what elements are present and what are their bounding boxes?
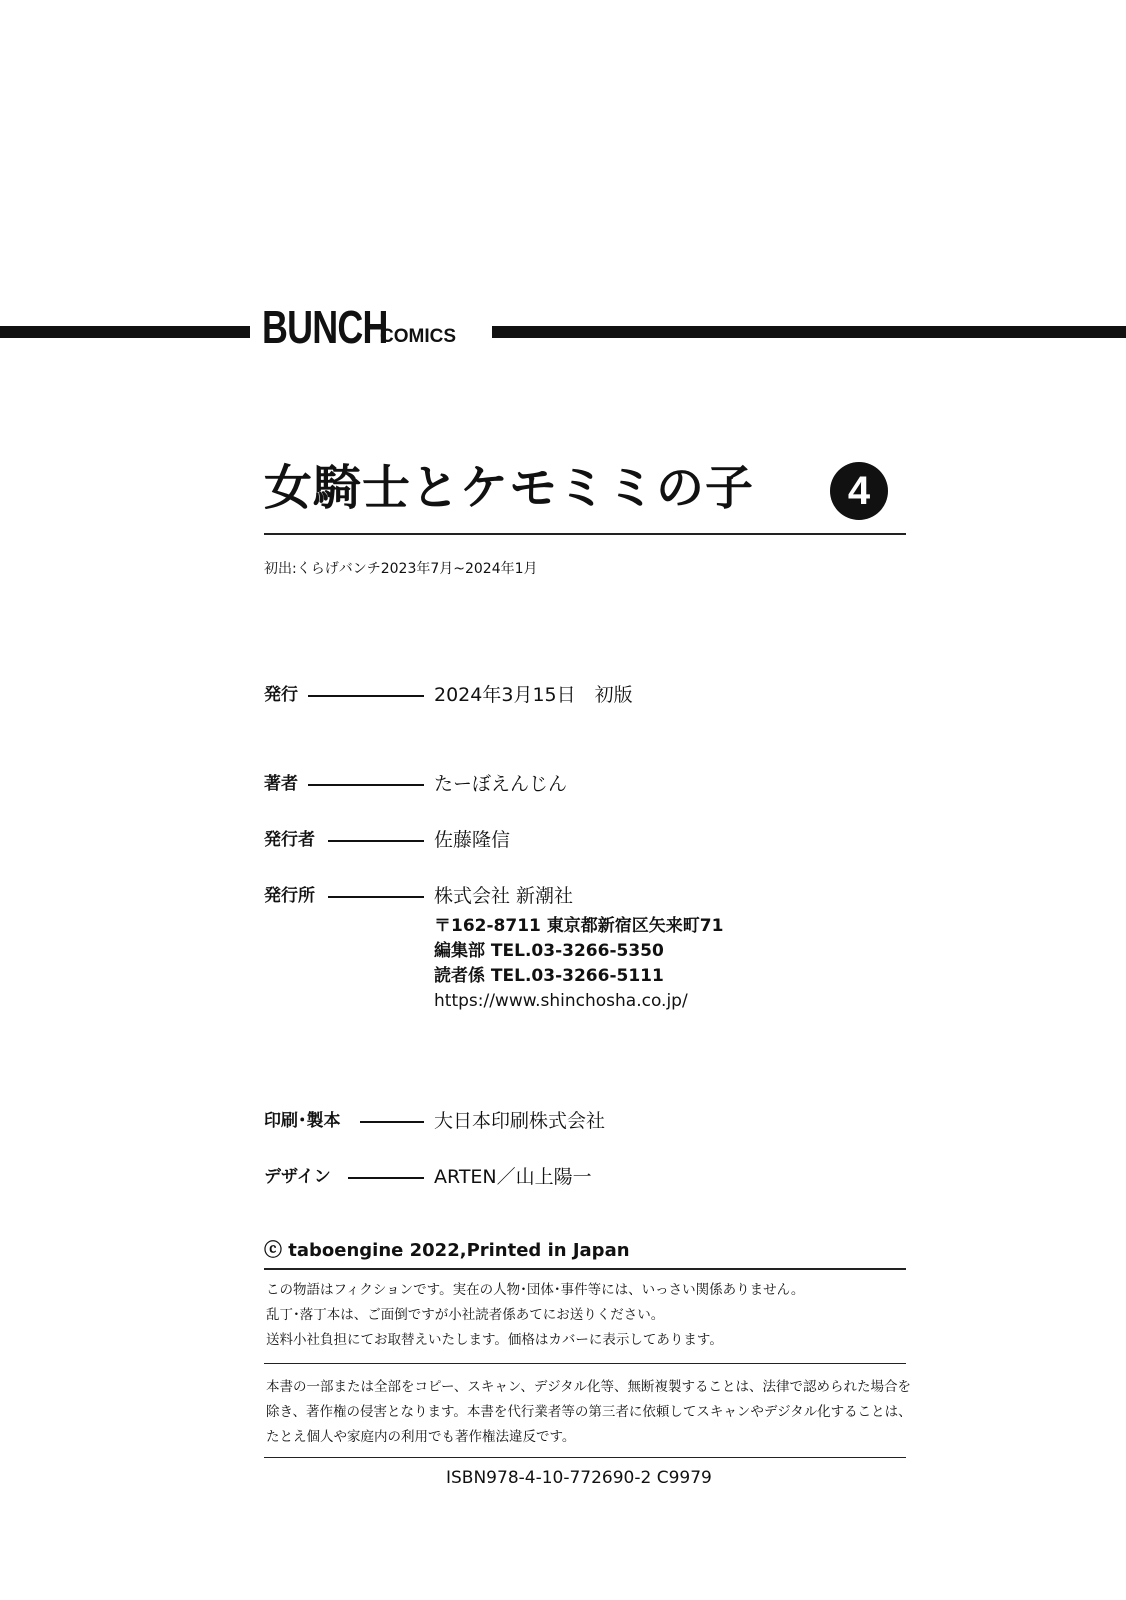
- credit-leader-line: [308, 784, 424, 786]
- credit-row-publisher-company: [264, 881, 914, 911]
- notice-line: この物語はフィクションです。実在の人物･団体･事件等には、いっさい関係ありません。: [266, 1282, 805, 1298]
- credit-leader-line: [308, 695, 424, 697]
- notice-line: 乱丁･落丁本は、ご面倒ですが小社読者係あてにお送りください。: [266, 1307, 665, 1323]
- credit-label: 発行者: [264, 830, 315, 850]
- notice-line: たとえ個人や家庭内の利用でも著作権法違反です。: [266, 1429, 576, 1445]
- postal-address: 〒162-8711 東京都新宿区矢来町71: [434, 916, 724, 936]
- isbn-code: ISBN978-4-10-772690-2 C9979: [446, 1468, 712, 1488]
- credit-label: デザイン: [264, 1167, 331, 1187]
- credit-label: 著者: [264, 774, 298, 794]
- credit-row-publisher-person: [264, 825, 914, 855]
- bunch-comics-logo: [262, 300, 456, 353]
- notice-rule: [264, 1363, 906, 1364]
- first-publication: 初出:くらげバンチ2023年7月~2024年1月: [264, 561, 538, 577]
- copyright-rule: [264, 1268, 906, 1270]
- brand-name: BUNCH: [262, 301, 388, 353]
- brand-suffix: COMICS: [380, 326, 456, 347]
- notice-line: 除き、著作権の侵害となります。本書を代行業者等の第三者に依頼してスキャンやデジタル化することは、: [266, 1404, 912, 1420]
- publisher-url: https://www.shinchosha.co.jp/: [434, 991, 688, 1011]
- credit-leader-line: [328, 896, 424, 898]
- isbn-rule: [264, 1457, 906, 1458]
- credit-row-publish-date: [264, 680, 914, 710]
- credit-label: 発行: [264, 685, 298, 705]
- notice-line: 本書の一部または全部をコピー、スキャン、デジタル化等、無断複製することは、法律で認められた場合を: [266, 1379, 912, 1395]
- book-title: 女騎士とケモミミの子: [264, 460, 755, 516]
- credit-value: 佐藤隆信: [434, 829, 511, 851]
- credit-leader-line: [360, 1121, 424, 1123]
- credit-value: 株式会社 新潮社: [434, 885, 574, 907]
- credit-label: 発行所: [264, 886, 315, 906]
- credit-value: 大日本印刷株式会社: [434, 1110, 606, 1132]
- credit-row-printing: [264, 1106, 914, 1136]
- copyright-line: ⓒ taboengine 2022,Printed in Japan: [264, 1240, 630, 1261]
- reader-tel: 読者係 TEL.03-3266-5111: [434, 966, 664, 986]
- credit-label: 印刷･製本: [264, 1111, 341, 1131]
- editorial-tel: 編集部 TEL.03-3266-5350: [434, 941, 664, 961]
- volume-badge: 4: [830, 462, 888, 520]
- credit-value: たーぼえんじん: [434, 773, 568, 795]
- credit-value: 2024年3月15日 初版: [434, 684, 633, 706]
- header-bar-left: [0, 326, 250, 338]
- credit-value: ARTEN／山上陽一: [434, 1166, 592, 1188]
- notice-line: 送料小社負担にてお取替えいたします。価格はカバーに表示してあります。: [266, 1332, 723, 1348]
- credit-leader-line: [328, 840, 424, 842]
- header-bar-right: [492, 326, 1126, 338]
- credit-row-design: [264, 1162, 914, 1192]
- title-rule: [264, 533, 906, 535]
- credit-row-author: [264, 769, 914, 799]
- credit-leader-line: [348, 1177, 424, 1179]
